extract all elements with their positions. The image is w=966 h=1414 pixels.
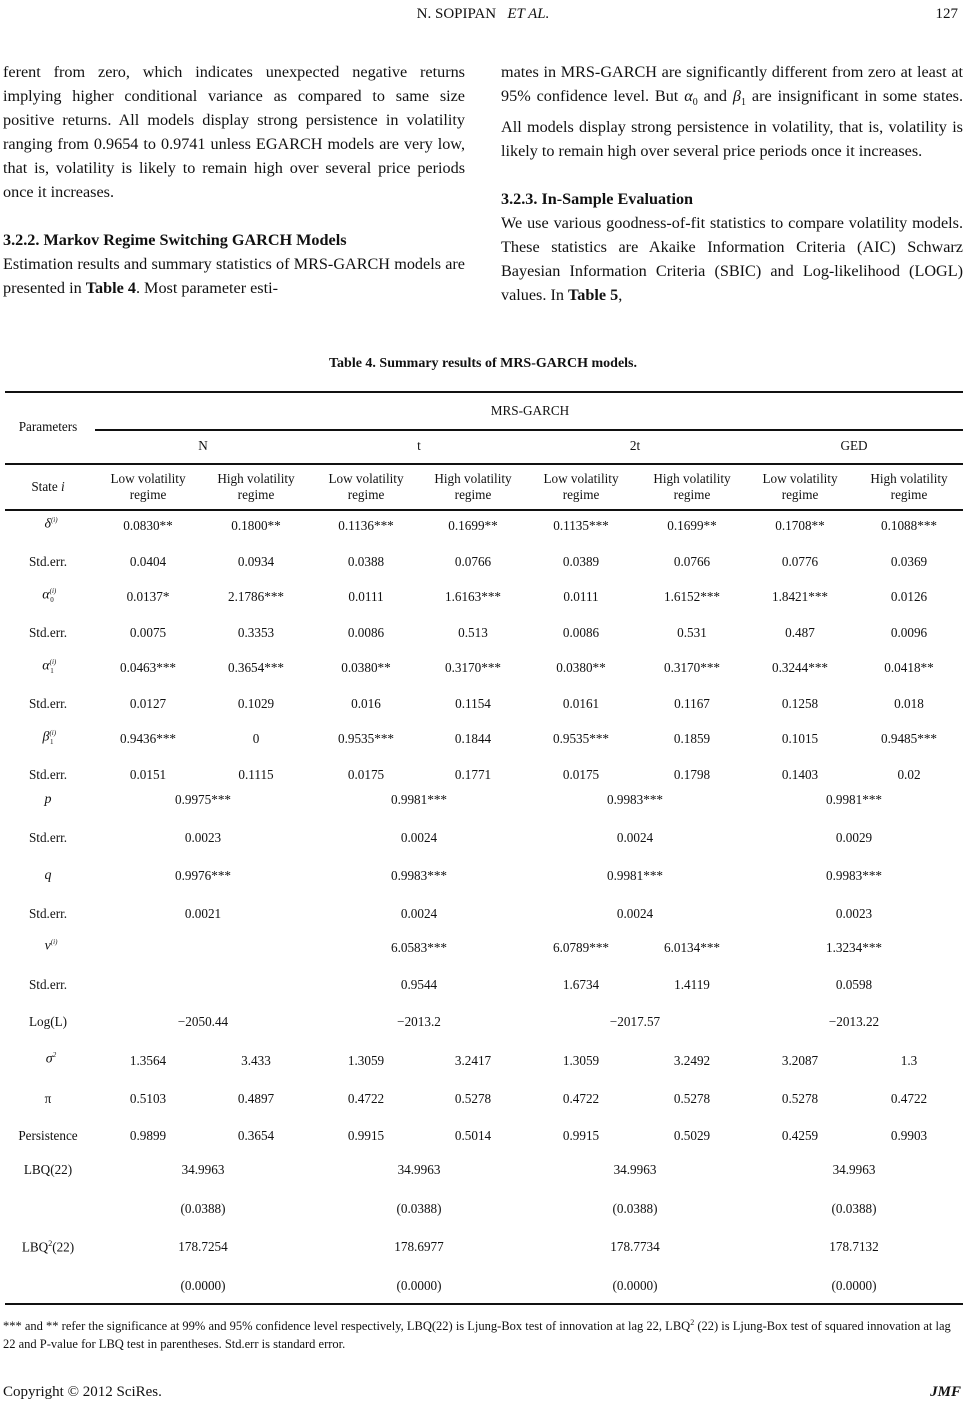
table-cell: 0.0404	[129, 553, 167, 569]
table-cell: 0.1800**	[231, 518, 281, 533]
table-cell: (0.0388)	[612, 1200, 658, 1216]
table-cell: (0.0000)	[180, 1277, 226, 1293]
table-cell: 6.0134***	[663, 940, 721, 955]
table-cell: 0.0766	[454, 553, 492, 569]
table-cell: 0.0024	[400, 906, 438, 921]
table-cell: 0.0776	[781, 553, 819, 569]
table-cell: 3.2492	[673, 1053, 711, 1068]
table-caption: Table 4. Summary results of MRS-GARCH models.	[328, 356, 637, 371]
table-cell: 0.0023	[184, 830, 222, 845]
table-cell: 0.1135***	[553, 518, 609, 533]
table-cell: 6.0583***	[390, 940, 448, 955]
table-cell: 0.3170***	[663, 660, 721, 675]
regime-header: High volatility regime	[217, 471, 295, 502]
table-cell: 0.0029	[835, 830, 873, 845]
table-cell: 0.0830**	[123, 518, 173, 533]
table-cell: 0.1699**	[667, 518, 717, 533]
table-cell: 1.4119	[674, 977, 710, 992]
table-cell: 34.9963	[181, 1162, 225, 1177]
table-cell: 0.0075	[129, 624, 167, 640]
group-header-rule	[95, 429, 963, 431]
table-cell: 0.9975***	[174, 792, 232, 807]
table-cell: 0.9899	[129, 1128, 167, 1143]
table-cell: 0.4722	[562, 1090, 600, 1106]
table-cell: 0.9903	[890, 1128, 928, 1143]
table-cell: 0.1154	[455, 695, 491, 711]
table-cell: 0.1088***	[880, 518, 938, 533]
table-cell: −2013.2	[397, 1014, 441, 1029]
left-column	[3, 60, 465, 300]
journal-abbreviation: JMF	[930, 1384, 961, 1400]
table-cell: 34.9963	[832, 1162, 876, 1177]
table-cell: 0.9485***	[880, 731, 938, 746]
table-cell: 34.9963	[397, 1162, 441, 1177]
row-label: LBQ$^2$(22)	[21, 1239, 75, 1255]
table-cell: 0.9983***	[390, 868, 448, 883]
table-cell: 0.0380**	[341, 660, 391, 675]
right-paragraph-2: We use various goodness-of-fit statistics to compare volatility models. These statistics are Akaike Information Criteria (AIC) Schwarz Bayesian Information Criteria (SBIC) and Log-likelihood (LOGL) values. In Table 5,	[501, 214, 963, 305]
table-cell: 0.0024	[616, 906, 654, 921]
table-cell: 0.1115	[238, 766, 274, 782]
row-label-symbol: $\sigma^2$	[45, 1051, 57, 1067]
table-cell: 0.018	[894, 695, 924, 711]
model-header-rule	[5, 463, 963, 465]
table-cell: 0.531	[677, 624, 707, 640]
table-cell: 178.6977	[394, 1239, 444, 1254]
table-cell: 0.0418**	[884, 660, 934, 675]
table-cell: (0.0000)	[612, 1277, 658, 1293]
table-cell: 0.9535***	[552, 731, 610, 746]
table-cell: 1.6152***	[663, 589, 721, 604]
table-cell: 0.0934	[237, 553, 275, 569]
table-cell: 1.3234***	[825, 940, 883, 955]
row-label: LBQ(22)	[23, 1162, 73, 1177]
table-cell: 0.5014	[454, 1128, 492, 1143]
table-bottom-rule	[5, 1303, 963, 1305]
row-label: Std.err.	[28, 830, 68, 845]
table-5-reference[interactable]: Table 5	[567, 286, 619, 305]
table-cell: 0.9981***	[825, 792, 883, 807]
table-cell: 0.0096	[890, 624, 928, 640]
table-cell: 0.1136***	[338, 518, 394, 533]
table-cell: 0.1859	[673, 731, 711, 746]
row-label: π	[44, 1090, 52, 1106]
table-cell: 0.3654***	[227, 660, 285, 675]
table-cell: 3.2417	[454, 1053, 492, 1068]
left-paragraph-1: ferent from zero, which indicates unexpected negative returns implying higher conditional variance as compared to same size positive returns. All models display strong persistence in volatility ranging from 0.9654 to 0.9741 unless EGARCH models are very low, that is, volatility is likely to remain high over several price periods once it increases.	[3, 63, 465, 201]
section-heading-3-2-2: 3.2.2. Markov Regime Switching GARCH Models	[3, 231, 347, 249]
row-label: Std.err.	[28, 624, 68, 640]
table-cell: 0.0175	[347, 766, 385, 782]
table-cell: 0.1403	[781, 766, 819, 782]
table-cell: 6.0789***	[552, 940, 610, 955]
row-label: Std.err.	[28, 906, 68, 921]
model-header-n: N	[198, 438, 208, 453]
table-top-rule	[5, 391, 963, 393]
table-cell: 0	[252, 731, 260, 746]
table-cell: 0.4259	[781, 1128, 819, 1143]
row-label-symbol: $\beta^{(i)}_1$	[42, 729, 57, 747]
table-cell: 178.7132	[829, 1239, 879, 1254]
row-label: Log(L)	[28, 1014, 68, 1029]
page-number: 127	[935, 6, 958, 22]
table-cell: 0.9981***	[606, 868, 664, 883]
table-cell: 0.0111	[563, 589, 599, 604]
table-cell: (0.0388)	[396, 1200, 442, 1216]
regime-header: High volatility regime	[870, 471, 948, 502]
table-cell: 0.4722	[890, 1090, 928, 1106]
table-cell: 0.1798	[673, 766, 711, 782]
table-cell: 1.3059	[347, 1053, 385, 1068]
table-cell: 0.0021	[184, 906, 222, 921]
running-head-authors: N. SOPIPAN ET AL.	[416, 6, 550, 22]
table-cell: 0.0388	[347, 553, 385, 569]
table-cell: 0.5278	[673, 1090, 711, 1106]
table-cell: 0.9983***	[606, 792, 664, 807]
table-cell: (0.0000)	[396, 1277, 442, 1293]
table-cell: 2.1786***	[227, 589, 285, 604]
table-cell: 0.0111	[348, 589, 384, 604]
table-cell: 0.0175	[562, 766, 600, 782]
parameters-header: Parameters	[18, 419, 78, 434]
table-cell: 1.3564	[129, 1053, 167, 1068]
table-cell: 0.5278	[781, 1090, 819, 1106]
table-cell: 3.2087	[781, 1053, 819, 1068]
table-cell: 0.0161	[562, 695, 600, 711]
table-footnote: *** and ** refer the significance at 99% and 95% confidence level respectively, LBQ(22) is Ljung-Box test of innovation at lag 22, LBQ$^2$ (22) is Ljung-Box test of squared innovation at lag 22 and P-value for LBQ test in parentheses. Std.err is standard error.	[3, 1318, 951, 1352]
table-cell: −2050.44	[177, 1014, 229, 1029]
model-header-t: t	[417, 438, 421, 453]
row-label: Std.err.	[28, 766, 68, 782]
table-cell: 0.0024	[400, 830, 438, 845]
table-cell: 0.3353	[237, 624, 275, 640]
table-cell: 178.7254	[178, 1239, 228, 1254]
table-cell: (0.0388)	[831, 1200, 877, 1216]
table-cell: 0.9915	[347, 1128, 385, 1143]
row-label-symbol: $\delta^{(i)}$	[44, 516, 58, 532]
table-cell: 0.487	[785, 624, 815, 640]
right-column	[501, 60, 963, 307]
table-cell: 0.4722	[347, 1090, 385, 1106]
table-cell: −2017.57	[609, 1014, 661, 1029]
table-cell: 0.4897	[237, 1090, 275, 1106]
table-cell: 1.6163***	[444, 589, 502, 604]
table-cell: 0.0137*	[126, 589, 170, 604]
table-cell: 34.9963	[613, 1162, 657, 1177]
table-cell: 0.9544	[400, 977, 438, 992]
table-cell: 0.3654	[237, 1128, 275, 1143]
table-cell: 0.9981***	[390, 792, 448, 807]
table-cell: (0.0000)	[831, 1277, 877, 1293]
table-cell: 0.9915	[562, 1128, 600, 1143]
table-cell: 0.3244***	[771, 660, 829, 675]
table-cell: 0.1771	[454, 766, 492, 782]
regime-header: High volatility regime	[434, 471, 512, 502]
table-cell: 0.1029	[237, 695, 275, 711]
row-label: Persistence	[18, 1128, 78, 1143]
table-cell: 0.1708**	[775, 518, 825, 533]
table-cell: 0.9983***	[825, 868, 883, 883]
table-cell: 0.9976***	[174, 868, 232, 883]
table-cell: 0.02	[897, 766, 921, 782]
row-label-symbol: $\alpha^{(i)}_1$	[42, 658, 57, 676]
model-header-2t: 2t	[629, 438, 641, 453]
section-heading-3-2-3: 3.2.3. In-Sample Evaluation	[501, 190, 694, 209]
table-cell: 1.6734	[562, 977, 600, 992]
regime-header: Low volatility regime	[762, 471, 838, 502]
table-cell: 0.0598	[835, 977, 873, 992]
state-header-rule	[5, 509, 963, 511]
table-cell: 0.0023	[835, 906, 873, 921]
table-cell: −2013.22	[828, 1014, 880, 1029]
regime-header: Low volatility regime	[543, 471, 619, 502]
table-cell: 1.3059	[562, 1053, 600, 1068]
row-label: p	[44, 792, 52, 807]
row-label-nu: $\nu^{(i)}$	[44, 938, 58, 954]
row-label: Std.err.	[28, 553, 68, 569]
regime-header: Low volatility regime	[328, 471, 404, 502]
copyright-notice: Copyright © 2012 SciRes.	[3, 1384, 162, 1400]
table-cell: 0.9535***	[337, 731, 395, 746]
table-cell: 0.0086	[347, 624, 385, 640]
mrs-garch-header: MRS-GARCH	[490, 403, 570, 418]
regime-header: High volatility regime	[653, 471, 731, 502]
table-cell: 0.5029	[673, 1128, 711, 1143]
table-4-reference[interactable]: Table 4	[85, 279, 136, 297]
table-cell: 0.016	[351, 695, 381, 711]
table-cell: 0.1167	[674, 695, 710, 711]
table-cell: 0.1699**	[448, 518, 498, 533]
table-cell: 0.0086	[562, 624, 600, 640]
table-cell: 1.8421***	[771, 589, 829, 604]
table-cell: 0.0024	[616, 830, 654, 845]
left-paragraph-2: Estimation results and summary statistics of MRS-GARCH models are presented in Table 4. Most parameter esti-	[3, 255, 465, 297]
table-cell: 0.0126	[890, 589, 928, 604]
row-label: Std.err.	[28, 695, 68, 711]
table-cell: 0.0151	[129, 766, 167, 782]
row-label-symbol: $\alpha^{(i)}_0$	[42, 587, 57, 605]
table-cell: 0.0380**	[556, 660, 606, 675]
table-cell: 0.1844	[454, 731, 492, 746]
table-cell: 0.9436***	[119, 731, 177, 746]
table-cell: 0.3170***	[444, 660, 502, 675]
model-header-ged: GED	[840, 438, 868, 453]
right-paragraph-1: mates in MRS-GARCH are significantly different from zero at least at 95% confidence level. But $\alpha_0$ and $\beta_1$ are insignificant in some states. All models display strong persistence in volatility, that is, volatility is likely to remain high over several price periods once it increases.	[501, 63, 963, 161]
table-cell: 0.0389	[562, 553, 600, 569]
state-header: State i	[31, 479, 65, 494]
table-cell: 0.0369	[890, 553, 928, 569]
table-cell: 0.0766	[673, 553, 711, 569]
row-label: q	[44, 868, 52, 883]
table-cell: 0.1258	[781, 695, 819, 711]
row-label: Std.err.	[28, 977, 68, 992]
table-cell: 0.0127	[129, 695, 167, 711]
table-cell: (0.0388)	[180, 1200, 226, 1216]
table-cell: 0.5103	[129, 1090, 167, 1106]
table-cell: 178.7734	[610, 1239, 660, 1254]
table-cell: 3.433	[241, 1053, 271, 1068]
table-cell: 0.513	[458, 624, 488, 640]
table-cell: 1.3	[900, 1053, 918, 1068]
table-cell: 0.0463***	[119, 660, 177, 675]
table-cell: 0.1015	[781, 731, 819, 746]
regime-header: Low volatility regime	[110, 471, 186, 502]
table-cell: 0.5278	[454, 1090, 492, 1106]
